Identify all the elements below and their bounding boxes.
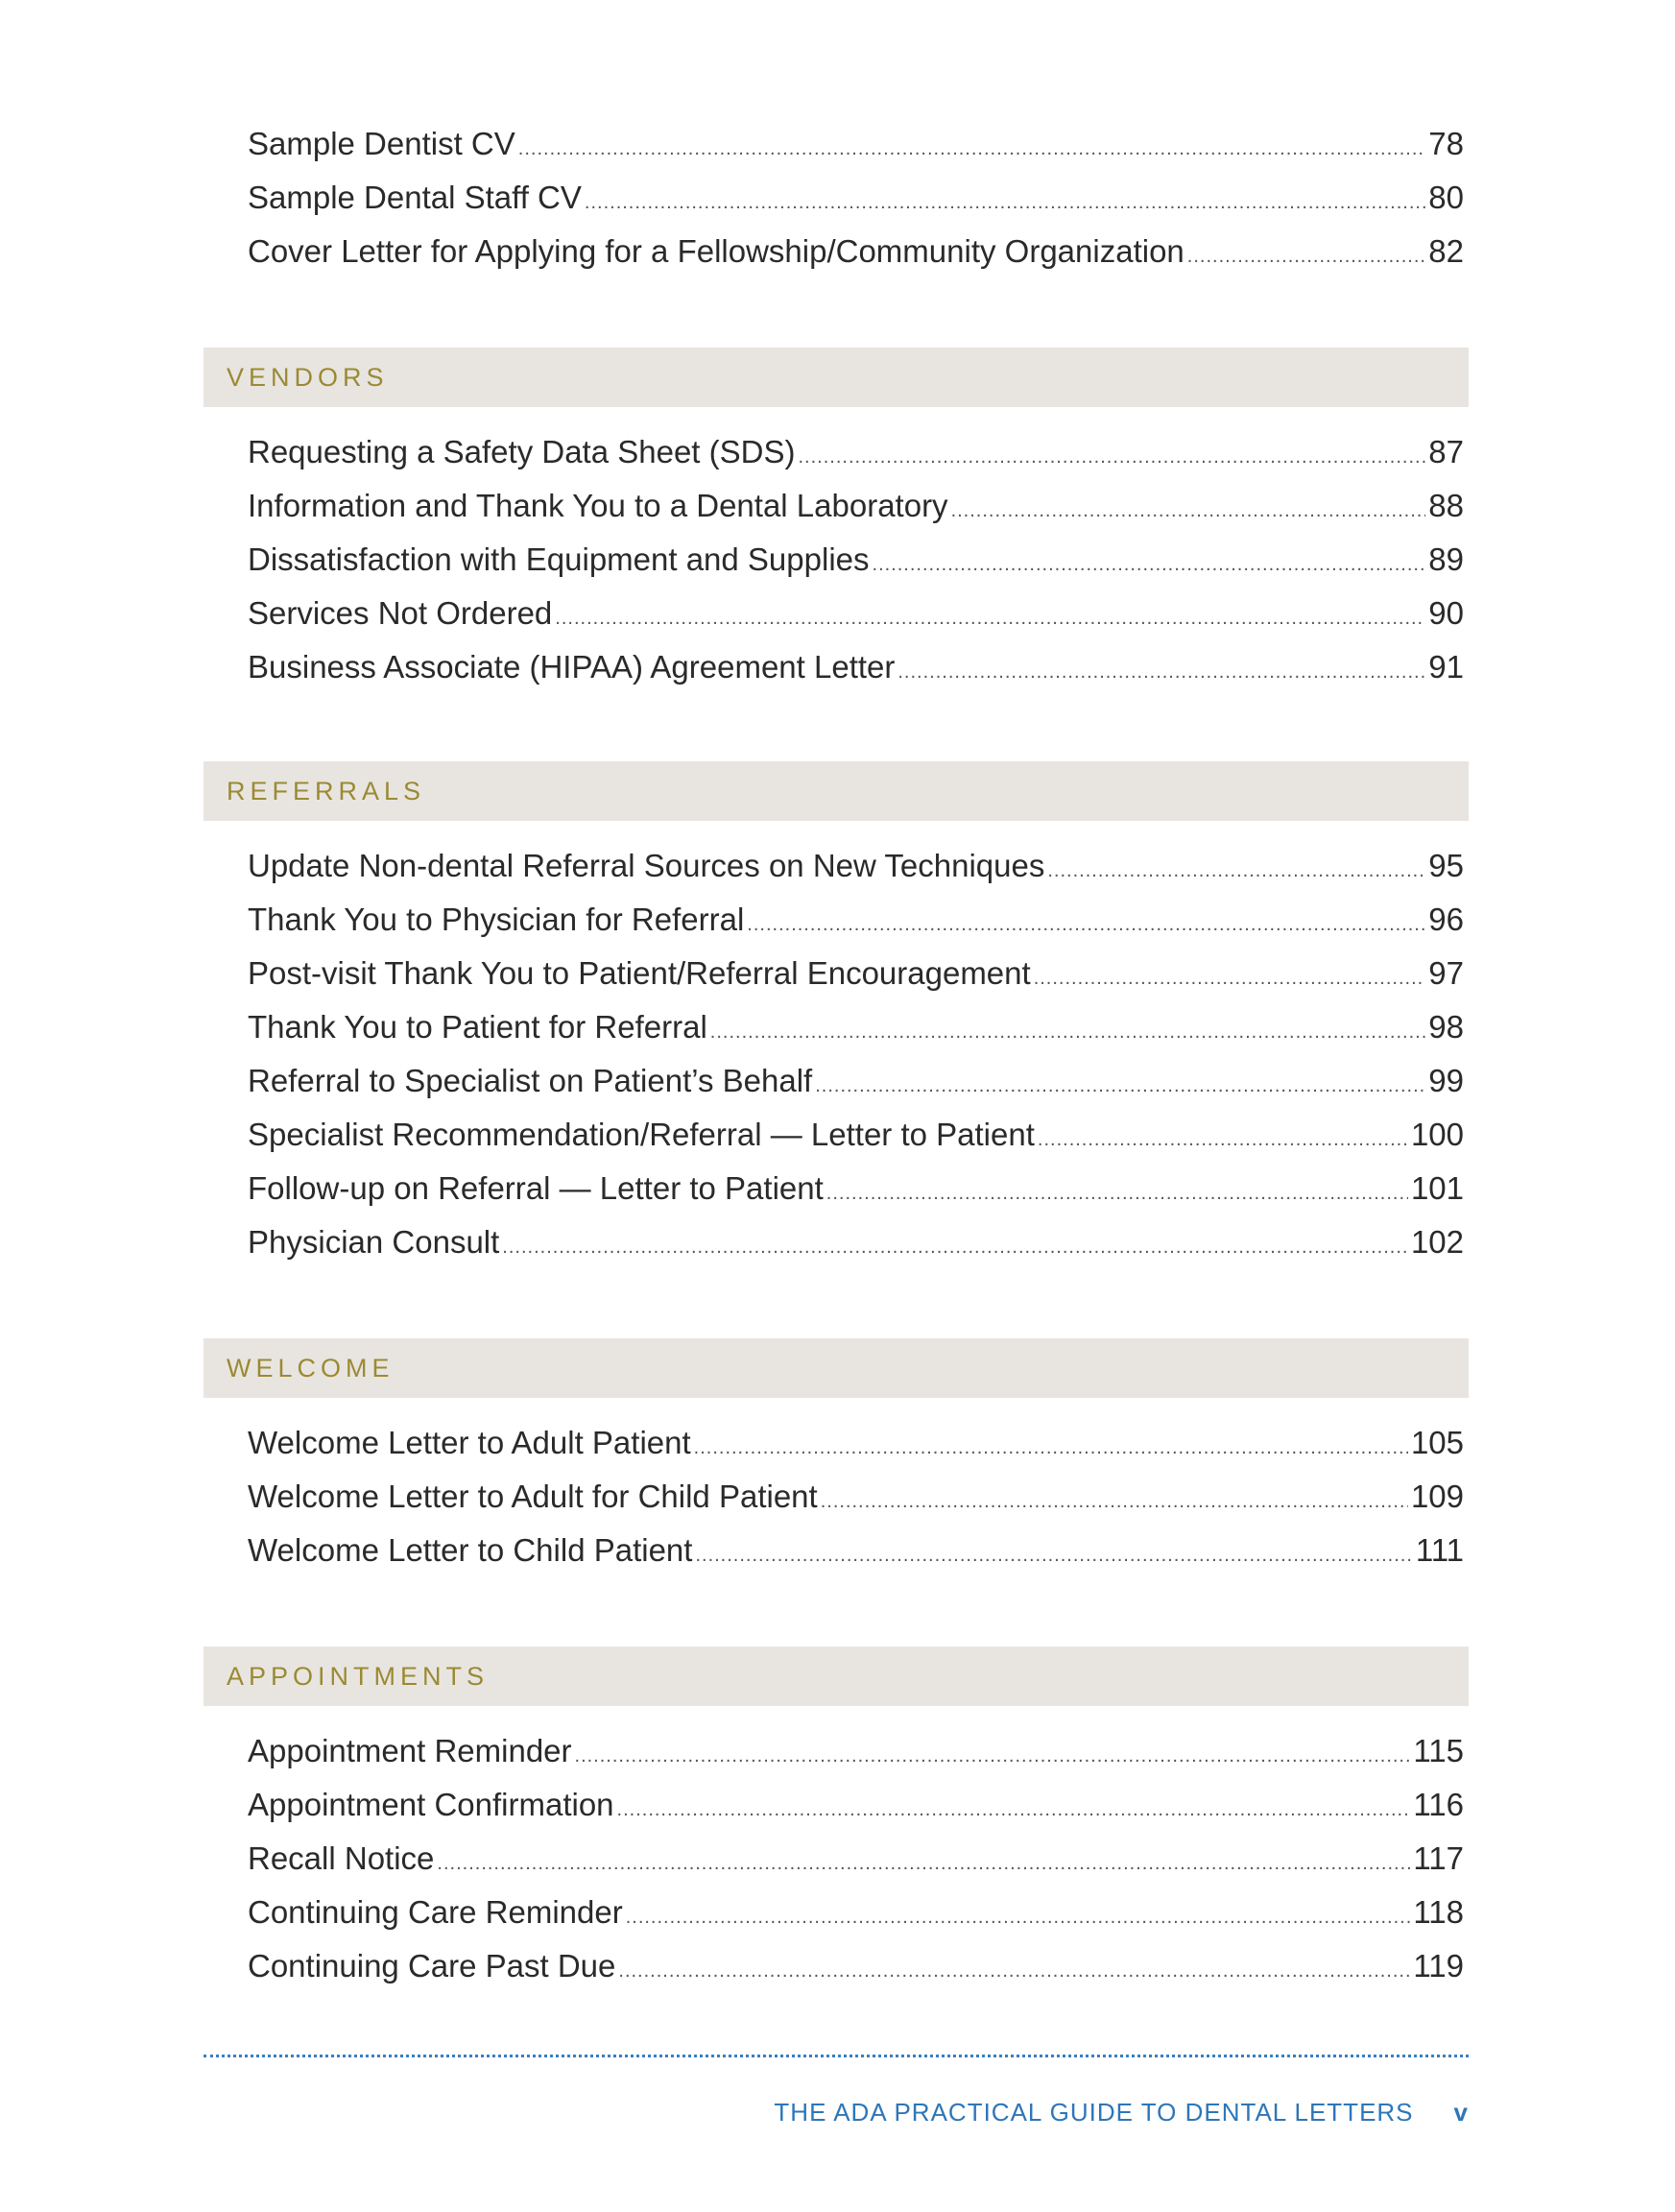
toc-entry-page: 90	[1428, 595, 1464, 631]
toc-entry	[248, 1524, 1464, 1577]
toc-entry-title: Follow-up on Referral — Letter to Patient	[248, 1170, 824, 1206]
leader-dots	[747, 898, 1425, 951]
toc-entry-page: 118	[1413, 1894, 1464, 1930]
toc-entry-page: 95	[1428, 848, 1464, 883]
leader-dots	[518, 122, 1426, 176]
toc-entry-page: 88	[1428, 488, 1464, 523]
toc-entry	[248, 947, 1464, 1000]
toc-entry	[248, 533, 1464, 587]
toc-entry-title: Continuing Care Past Due	[248, 1948, 616, 1984]
section-heading: REFERRALS	[227, 777, 426, 805]
toc-entry-title: Recall Notice	[248, 1840, 435, 1876]
toc-entry-title: Welcome Letter to Adult Patient	[248, 1425, 691, 1460]
toc-entry-title: Requesting a Safety Data Sheet (SDS)	[248, 434, 796, 469]
section-heading: WELCOME	[227, 1354, 395, 1382]
leader-dots	[897, 645, 1425, 699]
toc-entry-page: 80	[1428, 180, 1464, 215]
page-folio: v	[1453, 2098, 1469, 2127]
toc-entry	[248, 1108, 1464, 1162]
toc-group-welcome	[248, 1416, 1464, 1577]
toc-entry	[248, 1416, 1464, 1470]
toc-entry-title: Continuing Care Reminder	[248, 1894, 623, 1930]
leader-dots	[617, 1783, 1411, 1837]
toc-entry	[248, 1054, 1464, 1108]
section-heading: VENDORS	[227, 363, 389, 392]
footer-divider	[203, 2055, 1469, 2057]
toc-entry-title: Post-visit Thank You to Patient/Referral Encouragement	[248, 955, 1031, 991]
toc-entry-page: 102	[1410, 1224, 1464, 1260]
leader-dots	[826, 1166, 1408, 1220]
toc-entry	[248, 1778, 1464, 1832]
leader-dots	[626, 1890, 1411, 1944]
toc-entry-page: 87	[1428, 434, 1464, 469]
toc-entry-title: Appointment Reminder	[248, 1733, 572, 1768]
toc-entry-page: 89	[1428, 541, 1464, 577]
toc-entry-title: Specialist Recommendation/Referral — Letter to Patient	[248, 1117, 1035, 1152]
toc-entry-page: 91	[1428, 649, 1464, 685]
leader-dots	[694, 1421, 1408, 1475]
toc-entry-page: 97	[1428, 955, 1464, 991]
leader-dots	[1038, 1113, 1408, 1166]
toc-entry-page: 101	[1410, 1170, 1464, 1206]
page-footer	[774, 2098, 1469, 2128]
section-header-welcome	[203, 1338, 1469, 1398]
toc-entry-page: 105	[1410, 1425, 1464, 1460]
toc-entry-title: Sample Dental Staff CV	[248, 180, 582, 215]
toc-entry-page: 99	[1428, 1063, 1464, 1098]
toc-entry-title: Referral to Specialist on Patient’s Behalf	[248, 1063, 813, 1098]
toc-group-referrals	[248, 839, 1464, 1269]
toc-group-vendors	[248, 425, 1464, 694]
leader-dots	[710, 1005, 1425, 1059]
toc-entry	[248, 425, 1464, 479]
leader-dots	[618, 1944, 1410, 1998]
toc-entry-page: 96	[1428, 902, 1464, 937]
toc-entry-page: 115	[1413, 1733, 1464, 1768]
section-header-appointments	[203, 1647, 1469, 1706]
toc-entry-page: 111	[1415, 1532, 1464, 1568]
section-header-vendors	[203, 348, 1469, 407]
toc-entry-title: Services Not Ordered	[248, 595, 553, 631]
toc-entry	[248, 1886, 1464, 1939]
toc-entry-title: Welcome Letter to Adult for Child Patient	[248, 1479, 818, 1514]
toc-entry	[248, 1000, 1464, 1054]
toc-entry	[248, 587, 1464, 640]
toc-entry-page: 109	[1410, 1479, 1464, 1514]
leader-dots	[1047, 844, 1425, 898]
toc-entry-title: Sample Dentist CV	[248, 126, 515, 161]
toc-group-appointments	[248, 1724, 1464, 1993]
toc-entry-title: Information and Thank You to a Dental Laboratory	[248, 488, 948, 523]
leader-dots	[502, 1220, 1408, 1274]
leader-dots	[815, 1059, 1425, 1113]
toc-entry	[248, 1162, 1464, 1215]
section-header-referrals	[203, 761, 1469, 821]
leader-dots	[575, 1729, 1411, 1783]
leader-dots	[821, 1475, 1408, 1528]
leader-dots	[437, 1837, 1410, 1890]
toc-entry-page: 116	[1413, 1787, 1464, 1822]
leader-dots	[1034, 951, 1426, 1005]
toc-entry-title: Thank You to Physician for Referral	[248, 902, 745, 937]
toc-entry	[248, 1832, 1464, 1886]
running-footer-title: THE ADA PRACTICAL GUIDE TO DENTAL LETTERS	[774, 2098, 1414, 2127]
leader-dots	[695, 1528, 1412, 1582]
toc-entry	[248, 117, 1464, 171]
toc-entry-title: Welcome Letter to Child Patient	[248, 1532, 693, 1568]
leader-dots	[951, 484, 1426, 538]
toc-entry	[248, 171, 1464, 225]
toc-entry-page: 78	[1428, 126, 1464, 161]
toc-entry	[248, 1215, 1464, 1269]
toc-entry	[248, 640, 1464, 694]
toc-entry-page: 82	[1428, 233, 1464, 269]
toc-entry-title: Appointment Confirmation	[248, 1787, 614, 1822]
toc-entry	[248, 479, 1464, 533]
toc-entry-page: 98	[1428, 1009, 1464, 1045]
toc-entry-title: Physician Consult	[248, 1224, 500, 1260]
toc-entry-page: 100	[1410, 1117, 1464, 1152]
toc-group-cvs	[248, 117, 1464, 278]
leader-dots	[798, 430, 1425, 484]
toc-entry-title: Cover Letter for Applying for a Fellowship/Community Organization	[248, 233, 1184, 269]
toc-entry-title: Update Non-dental Referral Sources on New Techniques	[248, 848, 1045, 883]
toc-entry-title: Thank You to Patient for Referral	[248, 1009, 707, 1045]
toc-entry	[248, 839, 1464, 893]
leader-dots	[873, 538, 1426, 591]
toc-entry-page: 119	[1413, 1948, 1464, 1984]
toc-entry-title: Business Associate (HIPAA) Agreement Letter	[248, 649, 896, 685]
leader-dots	[1187, 229, 1426, 283]
toc-entry	[248, 1470, 1464, 1524]
leader-dots	[555, 591, 1425, 645]
toc-entry	[248, 893, 1464, 947]
toc-entry-page: 117	[1413, 1840, 1464, 1876]
toc-entry	[248, 225, 1464, 278]
toc-entry-title: Dissatisfaction with Equipment and Supplies	[248, 541, 870, 577]
toc-entry	[248, 1939, 1464, 1993]
section-heading: APPOINTMENTS	[227, 1662, 490, 1691]
toc-entry	[248, 1724, 1464, 1778]
leader-dots	[585, 176, 1425, 229]
